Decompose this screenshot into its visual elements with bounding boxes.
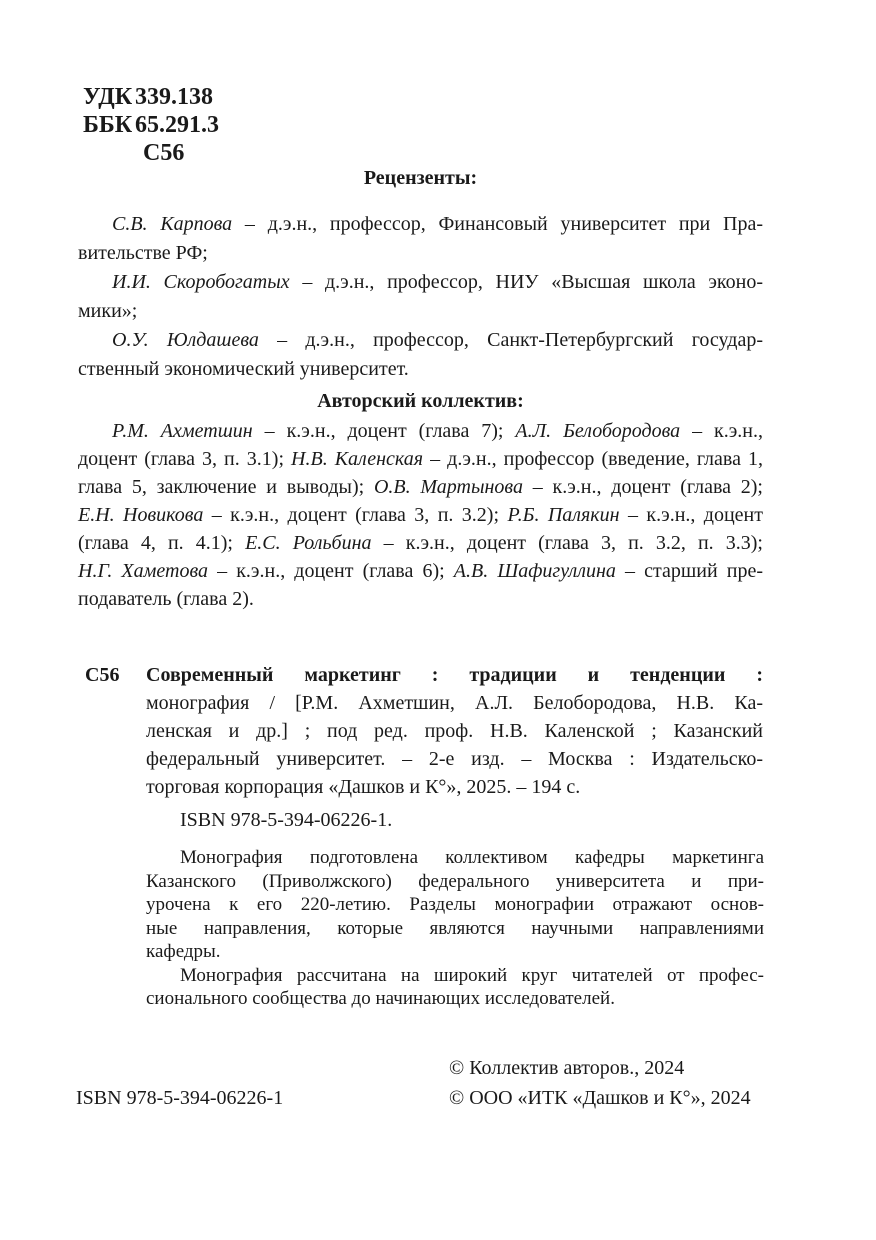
text-line <box>78 417 763 445</box>
person-name: А.В. Шафигуллина <box>453 560 616 582</box>
text-line <box>146 917 764 941</box>
text-line <box>78 326 763 355</box>
person-name: А.Л. Белобородова <box>515 420 681 442</box>
text-run: торговая корпорация «Дашков и К°», 2025. – 194 с. <box>146 776 581 798</box>
person-name: И.И. Скоробогатых <box>112 271 290 293</box>
text-run: Монография подготовлена коллективом кафедры маркетинга <box>180 847 764 868</box>
text-run: – к.э.н., доцент (глава 3, п. 3.2, п. 3.3); <box>371 532 763 554</box>
text-line <box>78 239 763 268</box>
text-line <box>146 846 764 870</box>
text-line <box>78 557 763 585</box>
person-name: Р.Б. Палякин <box>507 504 620 526</box>
person-name: Н.Г. Хаметова <box>78 560 208 582</box>
text-line <box>78 473 763 501</box>
authors-heading: Авторский коллектив: <box>317 390 524 412</box>
text-run: глава 5, заключение и выводы); <box>78 476 374 498</box>
authors-paragraph <box>78 417 763 613</box>
footer-isbn: ISBN 978-5-394-06226-1 <box>76 1087 284 1109</box>
text-run: – к.э.н., доцент (глава 6); <box>208 560 454 582</box>
text-line <box>146 940 764 964</box>
text-run: вительстве РФ; <box>78 242 208 264</box>
person-name: Е.С. Рольбина <box>245 532 372 554</box>
bbk-line <box>83 111 219 139</box>
text-run: федеральный университет. – 2-е изд. – Москва : Издательско- <box>146 748 763 770</box>
udk-label: УДК <box>83 84 133 110</box>
text-run: доцент (глава 3, п. 3.1); <box>78 448 292 470</box>
reviewers-heading: Рецензенты: <box>363 167 478 189</box>
text-line <box>146 870 764 894</box>
text-run: монография / [Р.М. Ахметшин, А.Л. Белобородова, Н.В. Ка- <box>146 692 763 714</box>
text-run: – к.э.н., доцент (глава 2); <box>522 476 763 498</box>
text-run: – к.э.н., <box>680 420 763 442</box>
text-run: ные направления, которые являются научными направлениями <box>146 917 764 939</box>
biblio-code: С56 <box>85 664 120 686</box>
text-run: Современный маркетинг : традиции и тенденции : <box>146 664 763 686</box>
text-run: – к.э.н., доцент (глава 3, п. 3.2); <box>203 504 508 526</box>
text-line <box>78 268 763 297</box>
text-run: – к.э.н., доцент (глава 7); <box>252 420 516 442</box>
text-run: кафедры. <box>146 941 221 962</box>
text-line <box>78 210 763 239</box>
udk-value: 339.138 <box>135 84 213 110</box>
text-run: ленская и др.] ; под ред. проф. Н.В. Каленской ; Казанский <box>146 720 763 742</box>
text-line <box>146 893 764 917</box>
text-run: – д.э.н., профессор, Финансовый университет при Пра- <box>232 213 763 235</box>
copyright-block <box>449 1053 751 1113</box>
text-run: подаватель (глава 2). <box>78 588 254 610</box>
copyright-publisher-line: © ООО «ИТК «Дашков и К°», 2024 <box>449 1087 751 1109</box>
text-run: мики»; <box>78 300 138 322</box>
bbk-label: ББК <box>83 112 133 138</box>
text-line <box>146 717 763 745</box>
text-line <box>146 964 764 988</box>
reviewers-paragraphs <box>78 210 763 384</box>
person-name: С.В. Карпова <box>112 213 233 235</box>
text-line <box>78 529 763 557</box>
text-run: – к.э.н., доцент <box>619 504 764 526</box>
person-name: Н.В. Каленская <box>291 448 424 470</box>
annotation-paragraphs <box>146 846 764 1011</box>
text-line <box>78 501 763 529</box>
text-line <box>78 585 763 613</box>
text-line <box>78 355 763 384</box>
text-line <box>146 745 763 773</box>
text-run: – старший пре- <box>615 560 763 582</box>
udk-line <box>83 83 219 111</box>
text-line <box>146 661 763 689</box>
text-line <box>146 689 763 717</box>
text-line <box>146 773 763 801</box>
person-name: Е.Н. Новикова <box>78 504 204 526</box>
text-run: (глава 4, п. 4.1); <box>78 532 246 554</box>
text-run: сионального сообщества до начинающих исследователей. <box>146 988 615 1009</box>
text-run: Монография рассчитана на широкий круг читателей от профес- <box>180 964 764 986</box>
classification-codes <box>83 83 219 167</box>
text-run: урочена к его 220-летию. Разделы монографии отражают основ- <box>146 894 764 915</box>
person-name: О.В. Мартынова <box>373 476 523 498</box>
person-name: Р.М. Ахметшин <box>112 420 253 442</box>
text-run: – д.э.н., профессор (введение, глава 1, <box>423 448 763 470</box>
book-code: С56 <box>143 140 185 166</box>
text-run: Казанского (Приволжского) федерального университета и при- <box>146 870 764 892</box>
text-line <box>146 987 764 1011</box>
text-line <box>78 445 763 473</box>
text-run: – д.э.н., профессор, Санкт-Петербургский государ- <box>258 329 763 351</box>
bibliographic-entry <box>85 661 763 801</box>
text-line <box>78 297 763 326</box>
text-run: ственный экономический университет. <box>78 358 409 380</box>
copyright-authors-line: © Коллектив авторов., 2024 <box>449 1057 685 1079</box>
bbk-value: 65.291.3 <box>135 112 219 138</box>
text-run: – д.э.н., профессор, НИУ «Высшая школа эконо- <box>289 271 763 293</box>
person-name: О.У. Юлдашева <box>112 329 259 351</box>
biblio-isbn: ISBN 978-5-394-06226-1. <box>180 809 393 831</box>
